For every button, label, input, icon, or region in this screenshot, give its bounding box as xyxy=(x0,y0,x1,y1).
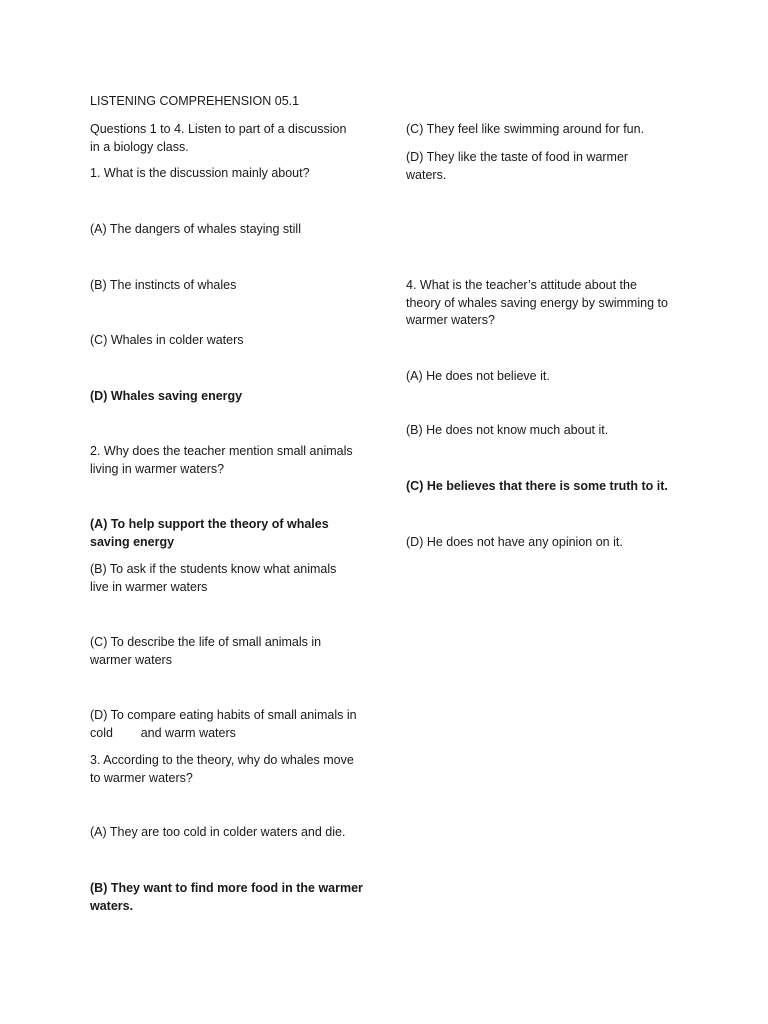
q2-option-d-line-1: (D) To compare eating habits of small animals in xyxy=(90,708,357,722)
q4-option-b: (B) He does not know much about it. xyxy=(406,423,609,437)
q4-question-line-3: warmer waters? xyxy=(406,313,495,327)
q3-option-c: (C) They feel like swimming around for fun. xyxy=(406,122,645,136)
q2-question-line-2: living in warmer waters? xyxy=(90,461,225,476)
q4-question-line-1: 4. What is the teacher’s attitude about the xyxy=(406,278,637,292)
intro-line-2: in a biology class. xyxy=(90,139,189,154)
q3-question-line-2: to warmer waters? xyxy=(90,770,193,785)
q2-option-d-line-2: cold and warm waters xyxy=(90,725,236,740)
q3-option-b-answer-line-1: (B) They want to find more food in the warmer xyxy=(90,881,363,895)
q1-option-a: (A) The dangers of whales staying still xyxy=(90,222,301,236)
q1-option-b: (B) The instincts of whales xyxy=(90,278,237,292)
q2-option-a-answer-line-1: (A) To help support the theory of whales xyxy=(90,517,329,531)
q2-option-a-answer-line-2: saving energy xyxy=(90,534,175,549)
q2-option-b-line-2: live in warmer waters xyxy=(90,579,208,594)
q3-option-d-line-1: (D) They like the taste of food in warmer xyxy=(406,150,629,164)
q4-option-c-answer: (C) He believes that there is some truth to it. xyxy=(406,479,668,493)
q3-option-a: (A) They are too cold in colder waters and die. xyxy=(90,825,346,839)
q4-question-line-2: theory of whales saving energy by swimming to xyxy=(406,295,668,310)
q4-option-a: (A) He does not believe it. xyxy=(406,369,550,383)
page-title: LISTENING COMPREHENSION 05.1 xyxy=(90,94,300,108)
q2-option-b-line-1: (B) To ask if the students know what animals xyxy=(90,562,337,576)
q2-option-c-line-1: (C) To describe the life of small animals in xyxy=(90,635,322,649)
q2-question-line-1: 2. Why does the teacher mention small animals xyxy=(90,444,353,458)
intro-line-1: Questions 1 to 4. Listen to part of a discussion xyxy=(90,122,347,136)
q2-option-c-line-2: warmer waters xyxy=(90,652,172,667)
q1-option-d-answer: (D) Whales saving energy xyxy=(90,389,243,403)
q1-question: 1. What is the discussion mainly about? xyxy=(90,166,310,180)
q3-question-line-1: 3. According to the theory, why do whales move xyxy=(90,753,354,767)
q1-option-c: (C) Whales in colder waters xyxy=(90,333,244,347)
q3-option-b-answer-line-2: waters. xyxy=(90,898,134,913)
q4-option-d: (D) He does not have any opinion on it. xyxy=(406,535,623,549)
q3-option-d-line-2: waters. xyxy=(406,167,447,182)
